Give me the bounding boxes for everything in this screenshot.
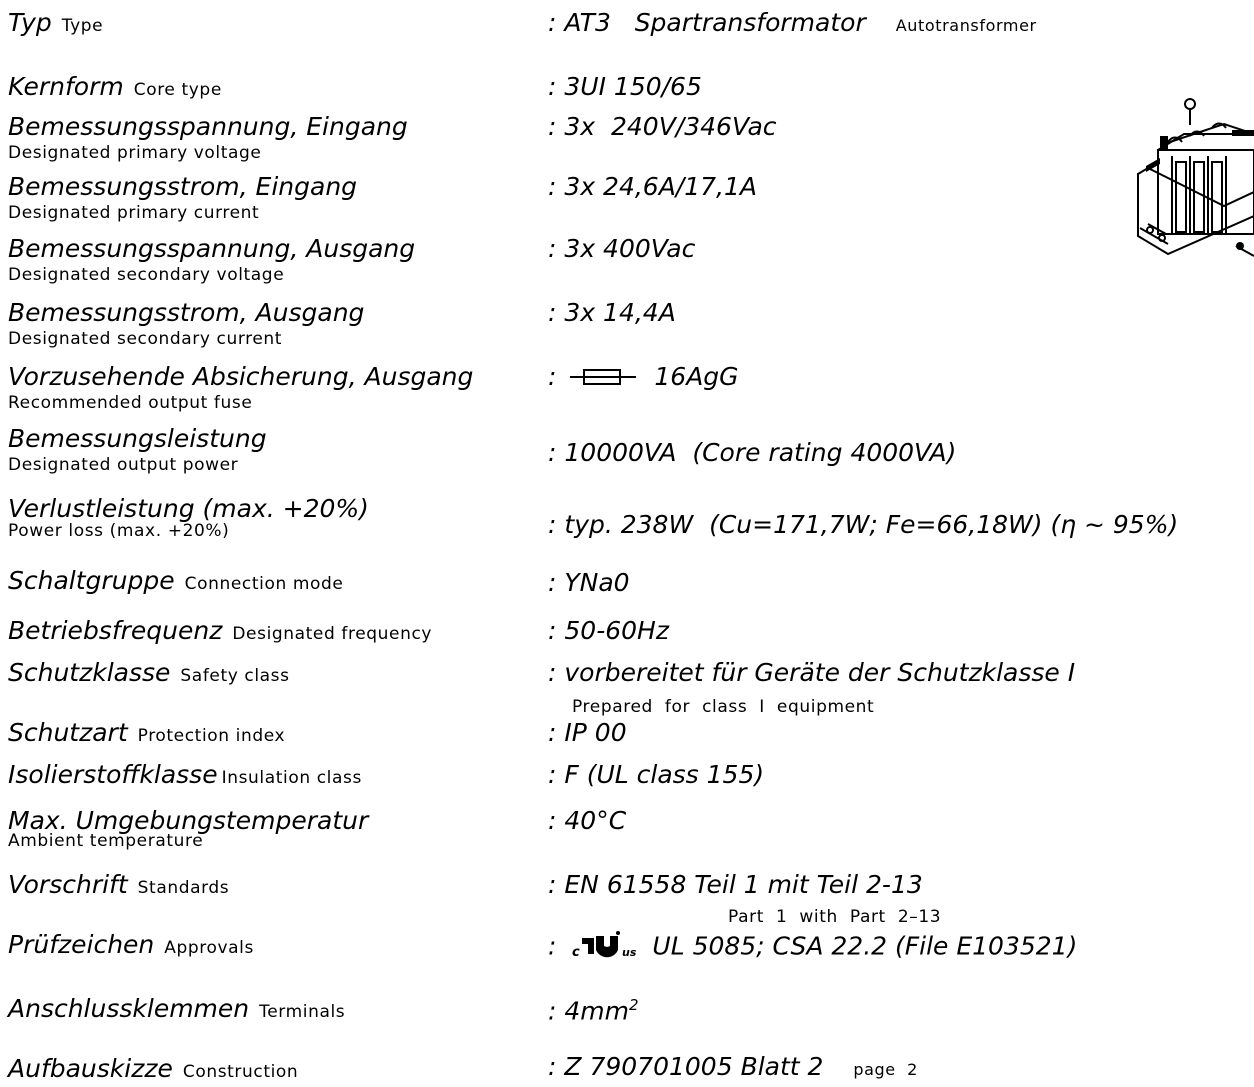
value-note: Autotransformer — [895, 16, 1037, 35]
label-de: Anschlussklemmen — [8, 994, 250, 1023]
label-en: Approvals — [164, 938, 254, 958]
separator: : — [548, 234, 557, 263]
spec-value: IP 00 — [564, 718, 627, 747]
svg-text:us: us — [622, 946, 637, 959]
label-en: Designated secondary voltage — [8, 265, 285, 285]
separator: : — [548, 362, 557, 391]
label-en: Protection index — [137, 726, 286, 746]
label-en: Standards — [137, 878, 230, 898]
separator: : — [548, 870, 557, 899]
spec-value: AT3 Spartransformator — [564, 8, 866, 37]
spec-value: 3x 400Vac — [564, 234, 696, 263]
separator: : — [548, 172, 557, 201]
separator: : — [548, 658, 557, 687]
label-en: Type — [61, 16, 104, 36]
label-de: Vorzusehende Absicherung, Ausgang — [8, 362, 474, 391]
value-note: page 2 — [853, 1060, 918, 1079]
separator: : — [548, 568, 557, 597]
label-de: Bemessungsleistung — [8, 424, 267, 453]
label-de: Bemessungsstrom, Eingang — [8, 172, 358, 201]
label-en: Designated primary voltage — [8, 143, 262, 163]
label-de: Schaltgruppe — [8, 566, 175, 595]
label-en: Connection mode — [184, 574, 344, 594]
separator: : — [548, 931, 557, 961]
spec-value: vorbereitet für Geräte der Schutzklasse I — [564, 658, 1076, 687]
separator: : — [548, 806, 557, 835]
separator: : — [548, 616, 557, 645]
label-de: Typ — [8, 8, 52, 37]
separator: : — [548, 510, 557, 539]
fuse-symbol-icon — [570, 363, 636, 393]
value-sub: Prepared for class I equipment — [572, 697, 875, 717]
label-de: Aufbauskizze — [8, 1054, 173, 1083]
label-en: Ambient temperature — [8, 831, 204, 851]
separator: : — [548, 112, 557, 141]
separator: : — [548, 760, 557, 789]
label-de: Schutzklasse — [8, 658, 171, 687]
svg-text:c: c — [572, 945, 581, 960]
label-de: Bemessungsspannung, Ausgang — [8, 234, 416, 263]
spec-value: 3x 24,6A/17,1A — [564, 172, 757, 201]
label-de: Kernform — [8, 72, 124, 101]
spec-value: 3UI 150/65 — [564, 72, 702, 101]
spec-value: Z 790701005 Blatt 2 — [564, 1052, 824, 1081]
label-de: Verlustleistung (max. +20%) — [8, 494, 369, 523]
separator: : — [548, 298, 557, 327]
ul-recognized-mark-icon — [572, 928, 642, 967]
spec-value: F (UL class 155) — [564, 760, 765, 789]
label-de: Isolierstoffklasse — [8, 760, 218, 789]
label-de: Bemessungsstrom, Ausgang — [8, 298, 365, 327]
separator: : — [548, 718, 557, 747]
label-de: Max. Umgebungstemperatur — [8, 806, 369, 835]
value-sub: Part 1 with Part 2–13 — [728, 907, 942, 927]
label-de: Betriebsfrequenz — [8, 616, 223, 645]
label-de: Vorschrift — [8, 870, 128, 899]
label-de: Schutzart — [8, 718, 128, 747]
superscript: 2 — [629, 996, 639, 1014]
spec-value: YNa0 — [564, 568, 630, 597]
spec-value: 50-60Hz — [564, 616, 669, 645]
spec-value: 40°C — [564, 806, 627, 835]
label-en: Recommended output fuse — [8, 393, 253, 413]
label-en: Designated secondary current — [8, 329, 283, 349]
spec-value: typ. 238W (Cu=171,7W; Fe=66,18W) (η ~ 95%) — [564, 510, 1179, 539]
separator: : — [548, 1052, 557, 1081]
label-en: Terminals — [259, 1002, 346, 1022]
label-de: Prüfzeichen — [8, 930, 155, 959]
spec-value: 3x 14,4A — [564, 298, 676, 327]
spec-value: 4mm — [564, 996, 630, 1026]
separator: : — [548, 996, 557, 1026]
label-en: Power loss (max. +20%) — [8, 521, 230, 541]
label-en: Designated primary current — [8, 203, 260, 223]
label-en: Core type — [133, 80, 222, 100]
spec-value: 3x 240V/346Vac — [564, 112, 777, 141]
label-en: Construction — [182, 1062, 299, 1082]
separator: : — [548, 72, 557, 101]
separator: : — [548, 438, 557, 467]
label-en: Designated frequency — [232, 624, 433, 644]
separator: : — [548, 8, 557, 37]
label-de: Bemessungsspannung, Eingang — [8, 112, 408, 141]
label-en: Insulation class — [221, 768, 362, 788]
label-en: Safety class — [180, 666, 290, 686]
spec-value: EN 61558 Teil 1 mit Teil 2-13 — [564, 870, 923, 899]
spec-value: 16AgG — [654, 362, 739, 391]
spec-value: 10000VA (Core rating 4000VA) — [564, 438, 957, 467]
transformer-illustration-icon — [1128, 96, 1254, 326]
label-en: Designated output power — [8, 455, 239, 475]
spec-value: UL 5085; CSA 22.2 (File E103521) — [652, 931, 1078, 961]
